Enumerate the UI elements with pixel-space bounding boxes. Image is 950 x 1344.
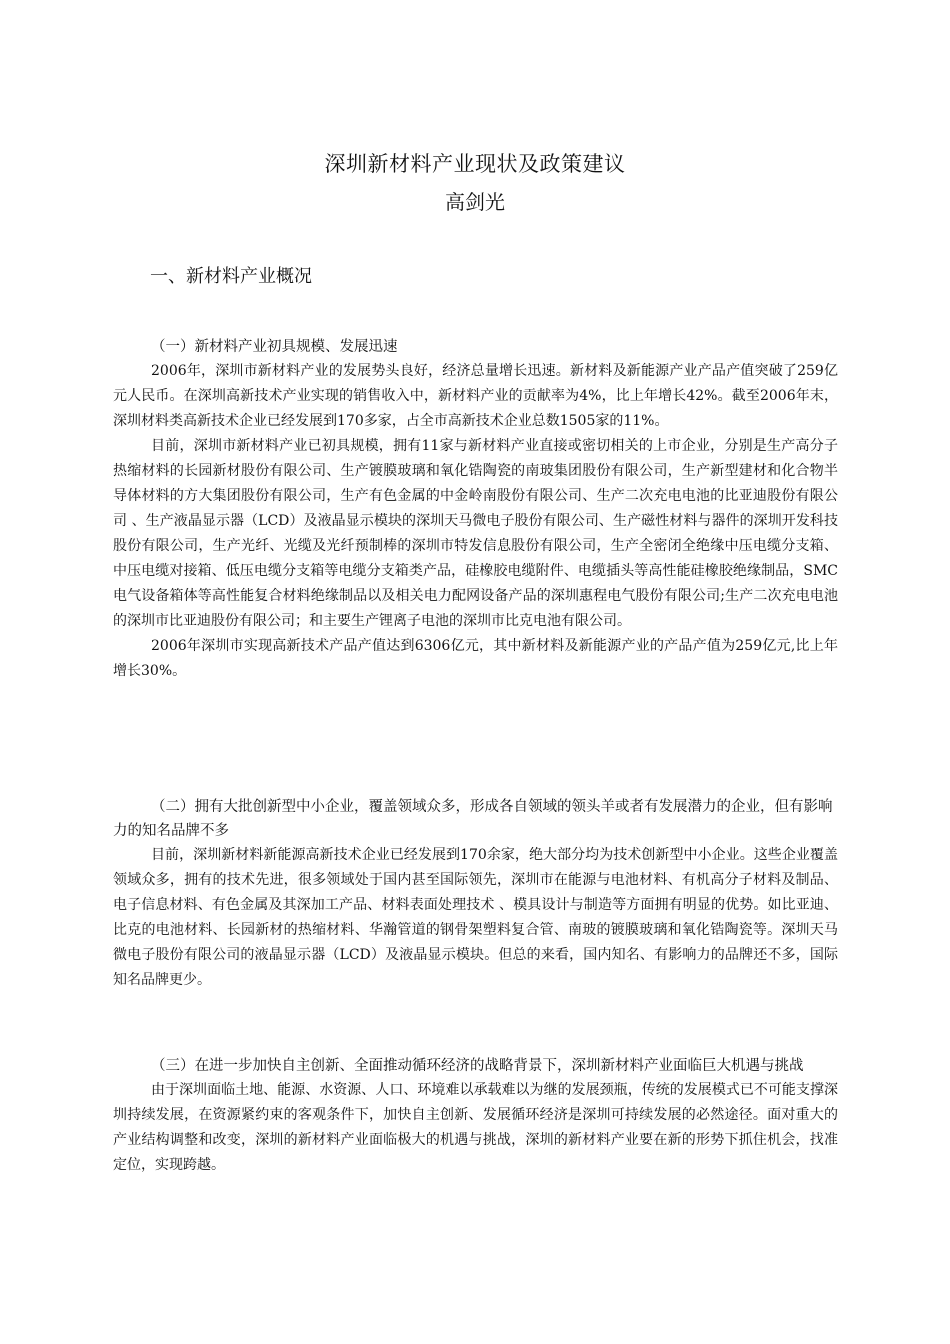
paragraph: 2006年深圳市实现高新技术产品产值达到6306亿元，其中新材料及新能源产业的产品产值为259亿元,比上年增长30%。	[113, 638, 838, 679]
paragraph: 由于深圳面临土地、能源、水资源、人口、环境难以承载难以为继的发展颈瓶，传统的发展模式已不可能支撑深圳持续发展，在资源紧约束的客观条件下，加快自主创新、发展循环经济是深圳可持续发展的必然途径。面对重大的产业结构调整和改变，深圳的新材料产业面临极大的机遇与挑战，深圳的新材料产业要在新的形势下抓住机会，找准定位，实现跨越。	[113, 1082, 838, 1173]
subsection-1	[113, 335, 838, 684]
document-author: 高剑光	[445, 190, 505, 214]
subsection-1-heading: （一）新材料产业初具规模、发展迅速	[151, 339, 398, 355]
paragraph: 目前，深圳新材料新能源高新技术企业已经发展到170余家，绝大部分均为技术创新型中小企业。这些企业覆盖领域众多，拥有的技术先进，很多领域处于国内甚至国际领先，深圳市在能源与电池材料、有机高分子材料及制品、电子信息材料、有色金属及其深加工产品、材料表面处理技术 、模具设计与制造等方面拥有明显的优势。如比亚迪、比克的电池材料、长园新材的热缩材料、华瀚管道的钢骨架塑料复合管、南玻的镀膜玻璃和氧化锆陶瓷等。深圳天马微电子股份有限公司的液晶显示器（LCD）及液晶显示模块。但总的来看，国内知名、有影响力的品牌还不多，国际知名品牌更少。	[113, 847, 838, 988]
paragraph: 2006年，深圳市新材料产业的发展势头良好，经济总量增长迅速。新材料及新能源产业产品产值突破了259亿元人民币。在深圳高新技术产业实现的销售收入中，新材料产业的贡献率为4%，比上年增长42%。截至2006年末，深圳材料类高新技术企业已经发展到170多家，占全市高新技术企业总数1505家的11%。	[113, 363, 838, 429]
section-heading: 一、新材料产业概况	[150, 266, 312, 287]
document-title: 深圳新材料产业现状及政策建议	[324, 152, 626, 176]
subsection-2	[113, 795, 838, 993]
paragraph: 目前，深圳市新材料产业已初具规模，拥有11家与新材料产业直接或密切相关的上市企业，分别是生产高分子热缩材料的长园新材股份有限公司、生产镀膜玻璃和氧化锆陶瓷的南玻集团股份有限公司，生产新型建材和化合物半导体材料的方大集团股份有限公司，生产有色金属的中金岭南股份有限公司、生产二次充电电池的比亚迪股份有限公司 、生产液晶显示器（LCD）及液晶显示模块的深圳天马微电子股份有限公司、生产磁性材料与器件的深圳开发科技股份有限公司，生产光纤、光缆及光纤预制棒的深圳市特发信息股份有限公司，生产全密闭全绝缘中压电缆分支箱、中压电缆对接箱、低压电缆分支箱等电缆分支箱类产品，硅橡胶电缆附件、电缆插头等高性能硅橡胶绝缘制品，SMC电气设备箱体等高性能复合材料绝缘制品以及相关电力配网设备产品的深圳惠程电气股份有限公司;生产二次充电电池的深圳市比亚迪股份有限公司；和主要生产锂离子电池的深圳市比克电池有限公司。	[113, 438, 838, 629]
subsection-2-heading: （二）拥有大批创新型中小企业，覆盖领域众多，形成各自领域的领头羊或者有发展潜力的企业，但有影响力的知名品牌不多	[113, 799, 833, 839]
subsection-3-heading: （三）在进一步加快自主创新、全面推动循环经济的战略背景下，深圳新材料产业面临巨大机遇与挑战	[151, 1058, 804, 1074]
subsection-3	[113, 1054, 838, 1178]
